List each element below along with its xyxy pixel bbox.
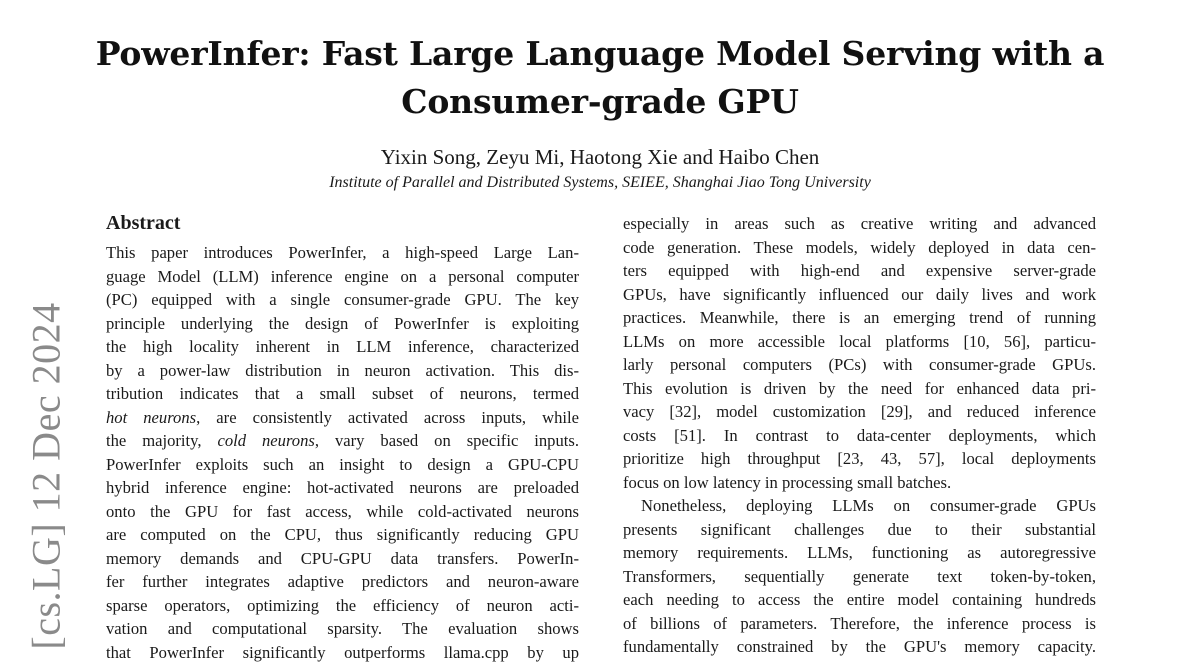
emphasis-term: hot neurons <box>106 408 196 427</box>
abstract-heading: Abstract <box>106 210 180 236</box>
text-line <box>106 429 579 453</box>
text-line: presents significant challenges due to their substantial <box>623 518 1096 542</box>
text-line: tribution indicates that a small subset of neurons, termed <box>106 382 579 406</box>
text-line: by a power-law distribution in neuron activation. This dis- <box>106 359 579 383</box>
text-line: each needing to access the entire model containing hundreds <box>623 588 1096 612</box>
text-line: Nonetheless, deploying LLMs on consumer-grade GPUs <box>623 494 1096 518</box>
arxiv-stamp: [cs.LG] 12 Dec 2024 <box>23 302 70 649</box>
text-line: the high locality inherent in LLM inference, characterized <box>106 335 579 359</box>
paper-title <box>0 30 1200 126</box>
text-line: of billions of parameters. Therefore, the inference process is <box>623 612 1096 636</box>
text-line: This evolution is driven by the need for enhanced data pri- <box>623 377 1096 401</box>
text-fragment: , are consistently activated across inputs, while <box>196 408 579 427</box>
text-line: fer further integrates adaptive predictors and neuron-aware <box>106 570 579 594</box>
text-line: vation and computational sparsity. The evaluation shows <box>106 617 579 641</box>
text-line: onto the GPU for fast access, while cold-activated neurons <box>106 500 579 524</box>
text-line: costs [51]. In contrast to data-center deployments, which <box>623 424 1096 448</box>
text-line: memory requirements. LLMs, functioning as autoregressive <box>623 541 1096 565</box>
paper-title-line: Consumer-grade GPU <box>0 78 1200 126</box>
text-line: sparse operators, optimizing the efficiency of neuron acti- <box>106 594 579 618</box>
text-line: fundamentally constrained by the GPU's memory capacity. <box>623 635 1096 659</box>
text-line: especially in areas such as creative writing and advanced <box>623 212 1096 236</box>
introduction-column <box>623 212 1096 659</box>
emphasis-term: cold neurons <box>217 431 314 450</box>
text-line: guage Model (LLM) inference engine on a personal computer <box>106 265 579 289</box>
abstract-column <box>106 241 579 664</box>
paper-title-line: PowerInfer: Fast Large Language Model Serving with a <box>0 30 1200 78</box>
text-line: PowerInfer exploits such an insight to design a GPU-CPU <box>106 453 579 477</box>
text-line: principle underlying the design of PowerInfer is exploiting <box>106 312 579 336</box>
text-line: This paper introduces PowerInfer, a high-speed Large Lan- <box>106 241 579 265</box>
text-line: memory demands and CPU-GPU data transfers. PowerIn- <box>106 547 579 571</box>
text-fragment: , vary based on specific inputs. <box>315 431 579 450</box>
text-line: focus on low latency in processing small batches. <box>623 471 1096 495</box>
text-line: (PC) equipped with a single consumer-grade GPU. The key <box>106 288 579 312</box>
text-line: practices. Meanwhile, there is an emerging trend of running <box>623 306 1096 330</box>
text-line: prioritize high throughput [23, 43, 57], local deployments <box>623 447 1096 471</box>
text-line: that PowerInfer significantly outperforms llama.cpp by up <box>106 641 579 664</box>
text-line: vacy [32], model customization [29], and reduced inference <box>623 400 1096 424</box>
text-line: larly personal computers (PCs) with consumer-grade GPUs. <box>623 353 1096 377</box>
text-line: LLMs on more accessible local platforms [10, 56], particu- <box>623 330 1096 354</box>
text-line: ters equipped with high-end and expensive server-grade <box>623 259 1096 283</box>
text-line <box>106 406 579 430</box>
affiliation: Institute of Parallel and Distributed Systems, SEIEE, Shanghai Jiao Tong University <box>0 173 1200 193</box>
author-list: Yixin Song, Zeyu Mi, Haotong Xie and Haibo Chen <box>0 144 1200 170</box>
text-fragment: the majority, <box>106 431 217 450</box>
text-line: Transformers, sequentially generate text token-by-token, <box>623 565 1096 589</box>
text-line: GPUs, have significantly influenced our daily lives and work <box>623 283 1096 307</box>
text-line: hybrid inference engine: hot-activated neurons are preloaded <box>106 476 579 500</box>
text-line: are computed on the CPU, thus significantly reducing GPU <box>106 523 579 547</box>
text-line: code generation. These models, widely deployed in data cen- <box>623 236 1096 260</box>
